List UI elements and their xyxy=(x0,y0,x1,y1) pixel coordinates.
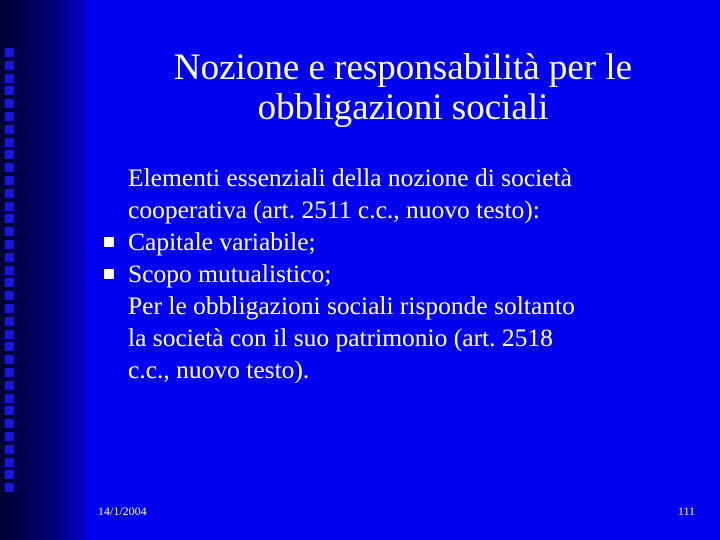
decorative-square xyxy=(5,61,14,70)
decorative-square xyxy=(5,112,14,121)
decorative-square xyxy=(5,202,14,211)
decorative-square xyxy=(5,470,14,479)
decorative-square xyxy=(5,432,14,441)
decorative-square xyxy=(5,278,14,287)
decorative-square xyxy=(5,74,14,83)
decorative-square xyxy=(5,304,14,313)
left-decorative-band xyxy=(0,0,86,540)
decorative-square-strip xyxy=(5,48,19,498)
decorative-square xyxy=(5,227,14,236)
decorative-square xyxy=(5,406,14,415)
decorative-square xyxy=(5,355,14,364)
bullet-text: Scopo mutualistico; xyxy=(128,259,332,288)
decorative-square xyxy=(5,291,14,300)
decorative-square xyxy=(5,150,14,159)
bullet-item-capitale xyxy=(104,226,694,258)
decorative-square xyxy=(5,163,14,172)
decorative-square xyxy=(5,483,14,492)
decorative-square xyxy=(5,342,14,351)
decorative-square xyxy=(5,445,14,454)
closing-line-3: c.c., nuovo testo). xyxy=(128,355,310,384)
intro-line-1: Elementi essenziali della nozione di società xyxy=(128,163,572,192)
decorative-square xyxy=(5,317,14,326)
closing-paragraph xyxy=(104,290,694,386)
decorative-square xyxy=(5,125,14,134)
decorative-square xyxy=(5,253,14,262)
decorative-square xyxy=(5,266,14,275)
decorative-square xyxy=(5,189,14,198)
decorative-square xyxy=(5,368,14,377)
decorative-square xyxy=(5,99,14,108)
decorative-square xyxy=(5,240,14,249)
decorative-square xyxy=(5,214,14,223)
footer-page-number: 111 xyxy=(677,504,695,518)
decorative-square xyxy=(5,48,14,57)
intro-paragraph xyxy=(104,162,694,226)
decorative-square xyxy=(5,138,14,147)
square-bullet-icon xyxy=(104,269,114,279)
decorative-square xyxy=(5,419,14,428)
decorative-square xyxy=(5,381,14,390)
footer-date: 14/1/2004 xyxy=(98,504,147,518)
slide-title-line-2: obbligazioni sociali xyxy=(257,87,549,128)
bullet-text: Capitale variabile; xyxy=(128,227,316,256)
slide-title xyxy=(86,48,720,128)
slide-title-line-1: Nozione e responsabilità per le xyxy=(173,47,633,88)
closing-line-2: la società con il suo patrimonio (art. 2518 xyxy=(128,323,553,352)
decorative-square xyxy=(5,86,14,95)
intro-line-2: cooperativa (art. 2511 c.c., nuovo testo): xyxy=(128,195,540,224)
decorative-square xyxy=(5,176,14,185)
decorative-square xyxy=(5,394,14,403)
decorative-square xyxy=(5,330,14,339)
bullet-item-scopo xyxy=(104,258,694,290)
square-bullet-icon xyxy=(104,237,114,247)
slide-body xyxy=(104,162,694,386)
decorative-square xyxy=(5,458,14,467)
closing-line-1: Per le obbligazioni sociali risponde soltanto xyxy=(128,291,575,320)
